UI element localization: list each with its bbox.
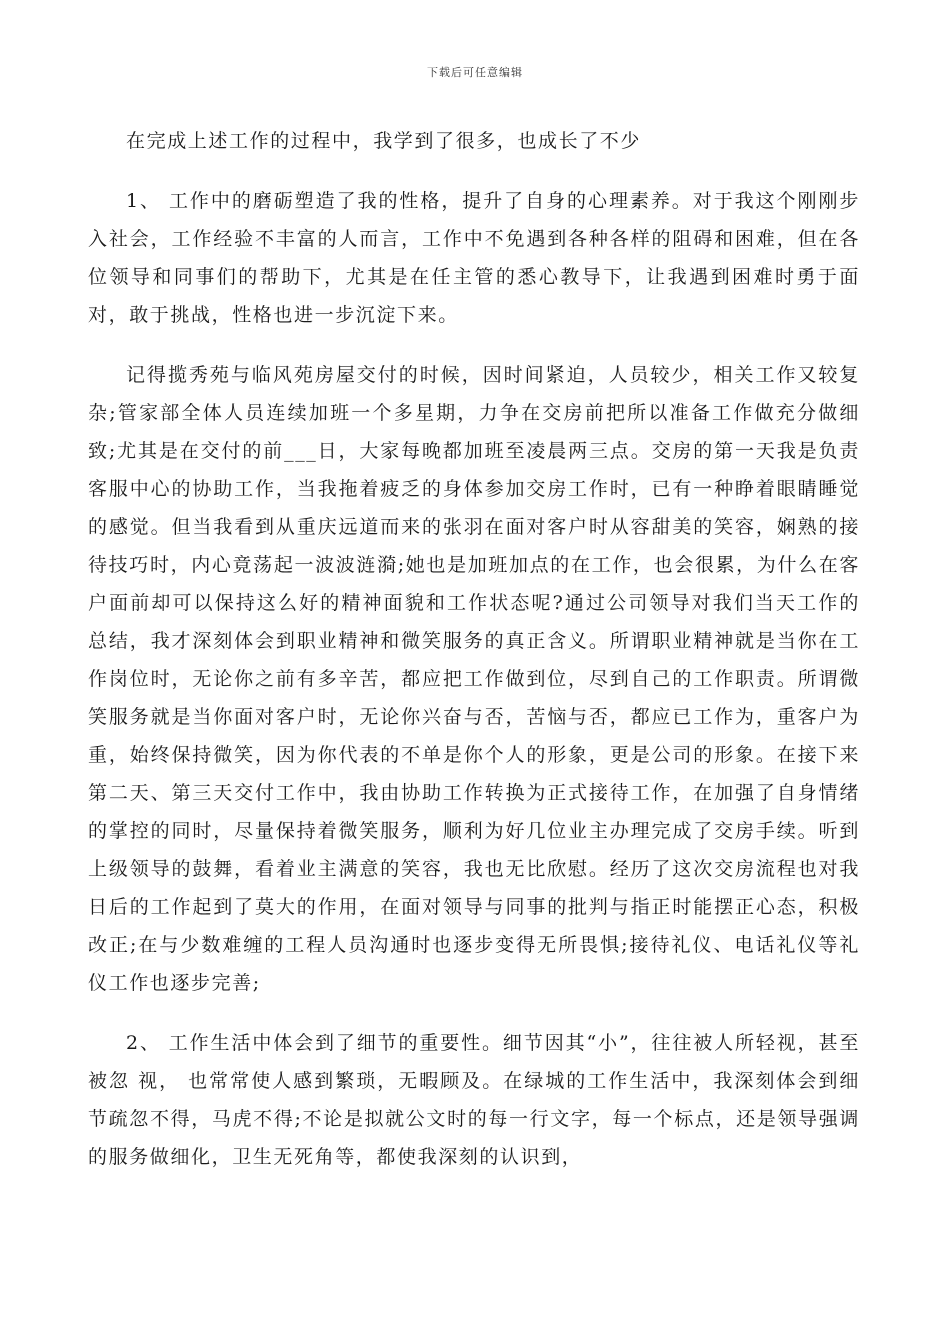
header-note: 下载后可任意编辑	[427, 66, 523, 79]
paragraph-intro: 在完成上述工作的过程中，我学到了很多，也成长了不少	[126, 130, 642, 152]
document-body	[88, 122, 860, 1176]
paragraph-handover-story: 记得揽秀苑与临风苑房屋交付的时候，因时间紧迫，人员较少，相关工作又较复杂;管家部全体人员连续加班一个多星期，力争在交房前把所以准备工作做充分做细致;尤其是在交付的前___日，大家每晚都加班至凌晨两三点。交房的第一天我是负责客服中心的协助工作，当我拖着疲乏的身体参加交房工作时，已有一种睁着眼睛睡觉的感觉。但当我看到从重庆远道而来的张羽在面对客户时从容甜美的笑容，娴熟的接待技巧时，内心竟荡起一波波涟漪;她也是加班加点的在工作，也会很累，为什么在客户面前却可以保持这么好的精神面貌和工作状态呢?通过公司领导对我们当天工作的总结，我才深刻体会到职业精神和微笑服务的真正含义。所谓职业精神就是当你在工作岗位时，无论你之前有多辛苦，都应把工作做到位，尽到自己的工作职责。所谓微笑服务就是当你面对客户时，无论你兴奋与否，苦恼与否，都应已工作为，重客户为重，始终保持微笑，因为你代表的不单是你个人的形象，更是公司的形象。在接下来第二天、第三天交付工作中，我由协助工作转换为正式接待工作，在加强了自身情绪的掌控的同时，尽量保持着微笑服务，顺利为好几位业主办理完成了交房手续。听到上级领导的鼓舞，看着业主满意的笑容，我也无比欣慰。经历了这次交房流程也对我日后的工作起到了莫大的作用，在面对领导与同事的批判与指正时能摆正心态，积极改正;在与少数难缠的工程人员沟通时也逐步变得无所畏惧;接待礼仪、电话礼仪等礼仪工作也逐步完善;	[88, 364, 860, 994]
paragraph-section-2: 2、 工作生活中体会到了细节的重要性。细节因其“小”，往往被人所轻视，甚至被忽 视， 也常常使人感到繁琐，无暇顾及。在绿城的工作生活中，我深刻体会到细节疏忽不得，马虎不得;不论是拟就公文时的每一行文字，每一个标点，还是领导强调的服务做细化，卫生无死角等，都使我深刻的认识到，	[88, 1032, 860, 1168]
paragraph-section-1: 1、 工作中的磨砺塑造了我的性格，提升了自身的心理素养。对于我这个刚刚步入社会，工作经验不丰富的人而言，工作中不免遇到各种各样的阻碍和困难，但在各位领导和同事们的帮助下，尤其是在任主管的悉心教导下，让我遇到困难时勇于面对，敢于挑战，性格也进一步沉淀下来。	[88, 190, 860, 326]
